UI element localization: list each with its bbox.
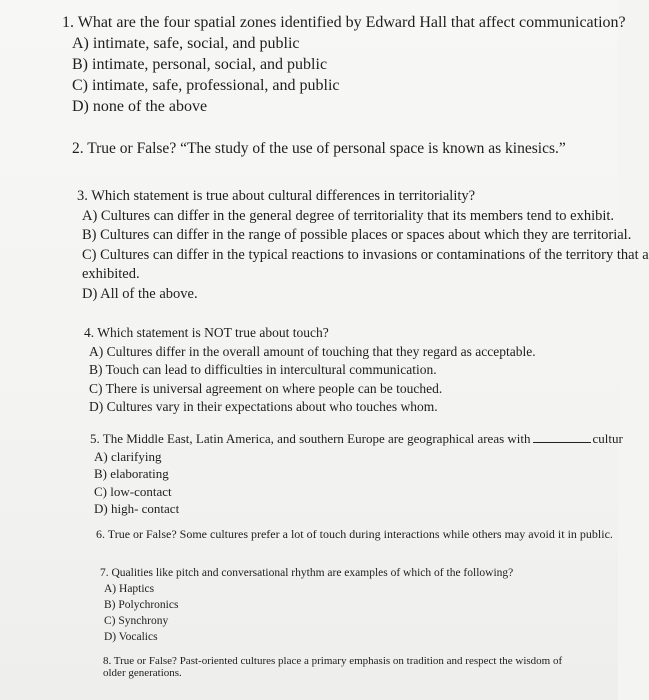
question-3-option-b: B) Cultures can differ in the range of possible places or spaces about which they are territorial. xyxy=(82,227,632,243)
question-3-option-c-continued: exhibited. xyxy=(82,266,140,282)
question-8 xyxy=(103,655,562,679)
question-4-option-c: C) There is universal agreement on where people can be touched. xyxy=(89,380,443,396)
question-7-stem: 7. Qualities like pitch and conversational rhythm are examples of which of the following? xyxy=(100,567,514,579)
question-5-stem: 5. The Middle East, Latin America, and southern Europe are geographical areas with xyxy=(90,431,531,446)
question-6 xyxy=(96,526,613,543)
question-5-option-d: D) high- contact xyxy=(94,501,180,516)
question-4-option-d: D) Cultures vary in their expectations about who touches whom. xyxy=(89,399,438,414)
question-8-stem-continued: older generations. xyxy=(103,667,182,679)
answer-blank xyxy=(533,441,591,443)
question-7-option-b: B) Polychronics xyxy=(104,599,179,611)
question-4-stem: 4. Which statement is NOT true about touch? xyxy=(84,325,329,340)
question-3-option-c: C) Cultures can differ in the typical reactions to invasions or contaminations of the territory that a xyxy=(82,246,649,263)
question-7-option-d: D) Vocalics xyxy=(104,631,158,643)
question-1-stem: 1. What are the four spatial zones identified by Edward Hall that affect communication? xyxy=(62,14,626,31)
question-7 xyxy=(100,565,513,645)
question-1-option-b: B) intimate, personal, social, and public xyxy=(72,56,328,73)
question-4-option-b: B) Touch can lead to difficulties in intercultural communication. xyxy=(89,362,437,377)
question-7-option-a: A) Haptics xyxy=(104,583,155,595)
question-5-option-b: B) elaborating xyxy=(94,466,169,481)
question-5-option-c: C) low-contact xyxy=(94,483,172,499)
question-1-option-d: D) none of the above xyxy=(72,98,208,115)
question-2-stem: 2. True or False? “The study of the use of personal space is known as kinesics.” xyxy=(72,140,566,157)
question-7-option-c: C) Synchrony xyxy=(104,615,169,627)
question-6-stem: 6. True or False? Some cultures prefer a lot of touch during interactions while others may avoid it in public. xyxy=(96,527,613,541)
question-5 xyxy=(90,430,623,518)
question-3-option-a: A) Cultures can differ in the general degree of territoriality that its members tend to exhibit. xyxy=(82,207,615,224)
question-1 xyxy=(62,12,626,117)
question-5-stem-tail: cultur xyxy=(592,431,623,446)
question-1-option-c: C) intimate, safe, professional, and public xyxy=(72,77,340,94)
question-2 xyxy=(72,139,566,159)
question-5-option-a: A) clarifying xyxy=(94,448,162,464)
question-1-option-a: A) intimate, safe, social, and public xyxy=(72,35,300,52)
question-4-option-a: A) Cultures differ in the overall amount of touching that they regard as acceptable. xyxy=(89,343,536,359)
question-3-stem: 3. Which statement is true about cultural differences in territoriality? xyxy=(77,188,476,204)
question-8-stem: 8. True or False? Past-oriented cultures place a primary emphasis on tradition and respect the wisdom of xyxy=(103,655,563,667)
question-3 xyxy=(77,187,649,304)
question-3-option-d: D) All of the above. xyxy=(82,285,198,302)
question-4 xyxy=(84,324,536,417)
